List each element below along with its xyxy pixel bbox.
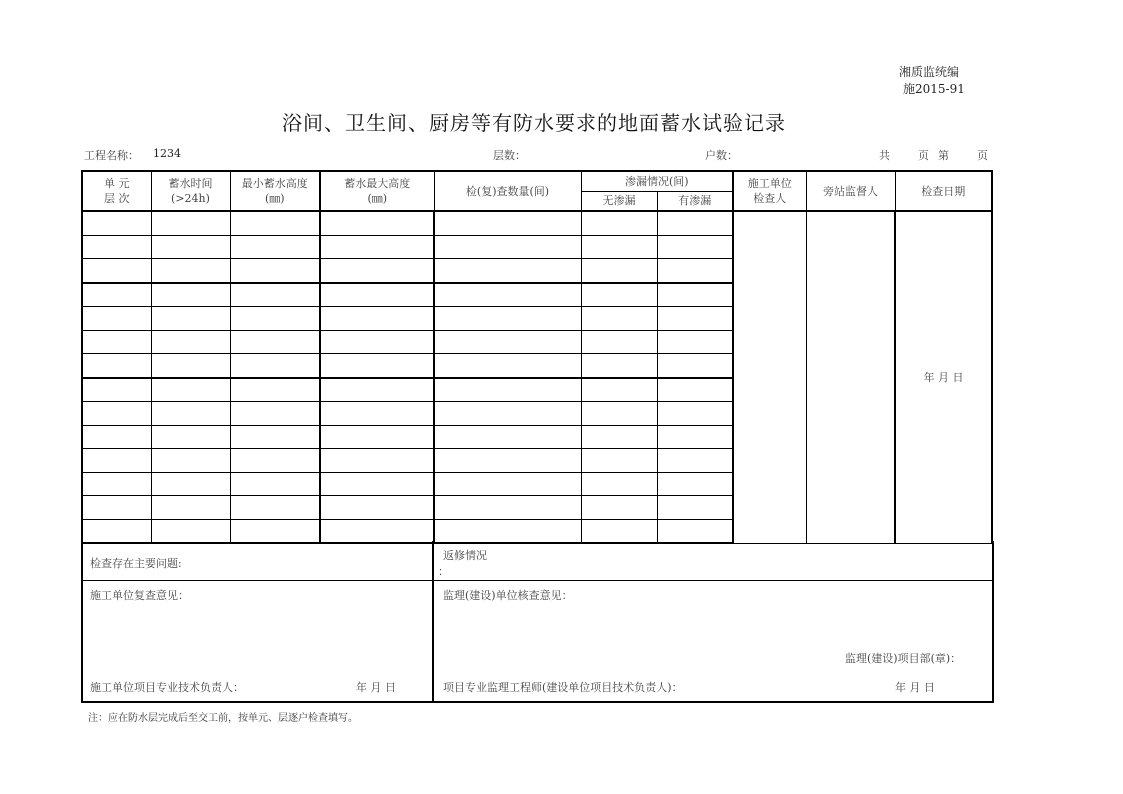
org-label: 湘质监统编 [899, 65, 960, 79]
cell[interactable] [230, 378, 320, 402]
cell[interactable] [434, 354, 581, 378]
cell[interactable] [657, 259, 733, 283]
cell[interactable] [320, 259, 434, 283]
cell[interactable] [434, 259, 581, 283]
col-max-height: 蓄水最大高度 (㎜) [320, 171, 434, 211]
cell[interactable] [151, 378, 230, 402]
cell[interactable] [657, 354, 733, 378]
cell[interactable] [434, 496, 581, 520]
cell[interactable] [82, 425, 151, 449]
supervisor-sign-label: 项目专业监理工程师(建设单位项目技术负责人)： [443, 681, 683, 694]
rework-label: 返修情况 [443, 549, 487, 562]
cell[interactable] [657, 449, 733, 473]
cell[interactable] [657, 378, 733, 402]
cell[interactable] [434, 425, 581, 449]
cell[interactable] [657, 307, 733, 331]
cell[interactable] [230, 472, 320, 496]
cell[interactable] [581, 211, 657, 235]
cell[interactable] [82, 519, 151, 543]
cell[interactable] [230, 307, 320, 331]
cell[interactable] [82, 211, 151, 235]
supervision-dept-label: 监理(建设)项目部(章)： [845, 652, 962, 665]
contractor-review-label: 施工单位复查意见： [90, 589, 189, 602]
col-leak: 有渗漏 [657, 191, 733, 211]
col-no-leak: 无渗漏 [581, 191, 657, 211]
cell[interactable] [230, 354, 320, 378]
contractor-review-box[interactable] [81, 581, 434, 703]
cell[interactable] [581, 378, 657, 402]
cell[interactable] [82, 496, 151, 520]
cell[interactable] [151, 472, 230, 496]
rework-box[interactable] [432, 541, 994, 581]
contractor-date: 年 月 日 [356, 681, 396, 694]
footnote: 注：应在防水层完成后至交工前，按单元、层逐户检查填写。 [88, 713, 358, 724]
cell[interactable] [434, 235, 581, 259]
col-min-height: 最小蓄水高度 (㎜) [230, 171, 320, 211]
cell[interactable] [581, 519, 657, 543]
cell[interactable] [230, 235, 320, 259]
cell[interactable] [320, 235, 434, 259]
cell[interactable] [230, 211, 320, 235]
col-supervisor: 旁站监督人 [806, 171, 895, 211]
cell[interactable] [581, 472, 657, 496]
cell[interactable] [151, 425, 230, 449]
cell[interactable] [581, 307, 657, 331]
cell[interactable] [82, 283, 151, 307]
col-leak-group: 渗漏情况(间) [581, 171, 733, 191]
cell[interactable] [320, 330, 434, 354]
cell[interactable] [434, 449, 581, 473]
issues-box[interactable] [81, 541, 434, 581]
cell[interactable] [320, 283, 434, 307]
cell[interactable] [320, 307, 434, 331]
cell[interactable] [320, 472, 434, 496]
cell[interactable] [151, 449, 230, 473]
table-row [82, 211, 992, 235]
cell[interactable] [434, 402, 581, 426]
supervisor-date: 年 月 日 [895, 681, 935, 694]
cell[interactable] [82, 235, 151, 259]
cell[interactable] [434, 472, 581, 496]
cell[interactable] [230, 330, 320, 354]
cell[interactable] [434, 378, 581, 402]
cell[interactable] [434, 330, 581, 354]
date-cell[interactable] [895, 211, 992, 543]
cell[interactable] [434, 283, 581, 307]
cell[interactable] [82, 378, 151, 402]
cell[interactable] [581, 402, 657, 426]
cell[interactable] [151, 354, 230, 378]
cell[interactable] [581, 354, 657, 378]
cell[interactable] [151, 402, 230, 426]
cell[interactable] [82, 354, 151, 378]
page-no-label: 第 [938, 149, 949, 162]
col-date: 检查日期 [895, 171, 992, 211]
cell[interactable] [82, 259, 151, 283]
cell[interactable] [82, 402, 151, 426]
supervisor-cell[interactable] [806, 211, 895, 543]
cell[interactable] [657, 330, 733, 354]
households-label: 户数： [705, 149, 738, 162]
cell[interactable] [151, 211, 230, 235]
cell[interactable] [230, 519, 320, 543]
cell[interactable] [581, 425, 657, 449]
project-name-value: 1234 [153, 147, 181, 160]
cell[interactable] [581, 496, 657, 520]
cell[interactable] [434, 211, 581, 235]
cell[interactable] [657, 472, 733, 496]
col-inspector: 施工单位 检查人 [733, 171, 806, 211]
col-unit-floor: 单 元 层 次 [82, 171, 151, 211]
pages-total-label: 共 [879, 149, 890, 162]
col-time: 蓄水时间 (>24h) [151, 171, 230, 211]
cell[interactable] [581, 259, 657, 283]
issues-label: 检查存在主要问题: [90, 557, 182, 570]
cell[interactable] [657, 425, 733, 449]
page-unit-label-2: 页 [977, 149, 988, 162]
cell[interactable] [434, 519, 581, 543]
cell[interactable] [230, 402, 320, 426]
form-number: 施2015-91 [903, 82, 965, 96]
contractor-sign-label: 施工单位项目专业技术负责人： [90, 681, 244, 694]
cell[interactable] [230, 259, 320, 283]
floors-label: 层数： [493, 149, 526, 162]
cell[interactable] [657, 402, 733, 426]
supervision-review-label: 监理(建设)单位核查意见： [443, 589, 573, 602]
cell[interactable] [230, 425, 320, 449]
cell[interactable] [657, 496, 733, 520]
cell[interactable] [657, 519, 733, 543]
water-test-table [81, 170, 993, 544]
cell[interactable] [320, 496, 434, 520]
pages-unit-label: 页 [918, 149, 929, 162]
cell[interactable] [151, 259, 230, 283]
cell[interactable] [657, 235, 733, 259]
cell[interactable] [82, 449, 151, 473]
cell[interactable] [581, 449, 657, 473]
cell[interactable] [230, 496, 320, 520]
cell[interactable] [320, 354, 434, 378]
rework-colon: ： [438, 565, 449, 578]
cell[interactable] [320, 378, 434, 402]
cell[interactable] [151, 330, 230, 354]
cell[interactable] [151, 235, 230, 259]
col-count: 检(复)查数量(间) [434, 171, 581, 211]
cell[interactable] [320, 519, 434, 543]
inspector-cell[interactable] [733, 211, 806, 543]
cell[interactable] [320, 211, 434, 235]
cell[interactable] [657, 211, 733, 235]
cell[interactable] [581, 235, 657, 259]
cell[interactable] [320, 425, 434, 449]
cell[interactable] [151, 496, 230, 520]
cell[interactable] [82, 307, 151, 331]
cell[interactable] [581, 330, 657, 354]
cell[interactable] [151, 519, 230, 543]
project-name-label: 工程名称： [84, 149, 139, 162]
cell[interactable] [151, 283, 230, 307]
cell[interactable] [320, 449, 434, 473]
cell[interactable] [82, 330, 151, 354]
cell[interactable] [230, 283, 320, 307]
cell[interactable] [82, 472, 151, 496]
page-title: 浴间、卫生间、厨房等有防水要求的地面蓄水试验记录 [282, 111, 786, 135]
supervision-review-box[interactable] [432, 581, 994, 703]
cell[interactable] [581, 283, 657, 307]
date-placeholder: 年 月 日 [923, 371, 964, 385]
cell[interactable] [434, 307, 581, 331]
cell[interactable] [320, 402, 434, 426]
cell[interactable] [657, 283, 733, 307]
cell[interactable] [151, 307, 230, 331]
cell[interactable] [230, 449, 320, 473]
